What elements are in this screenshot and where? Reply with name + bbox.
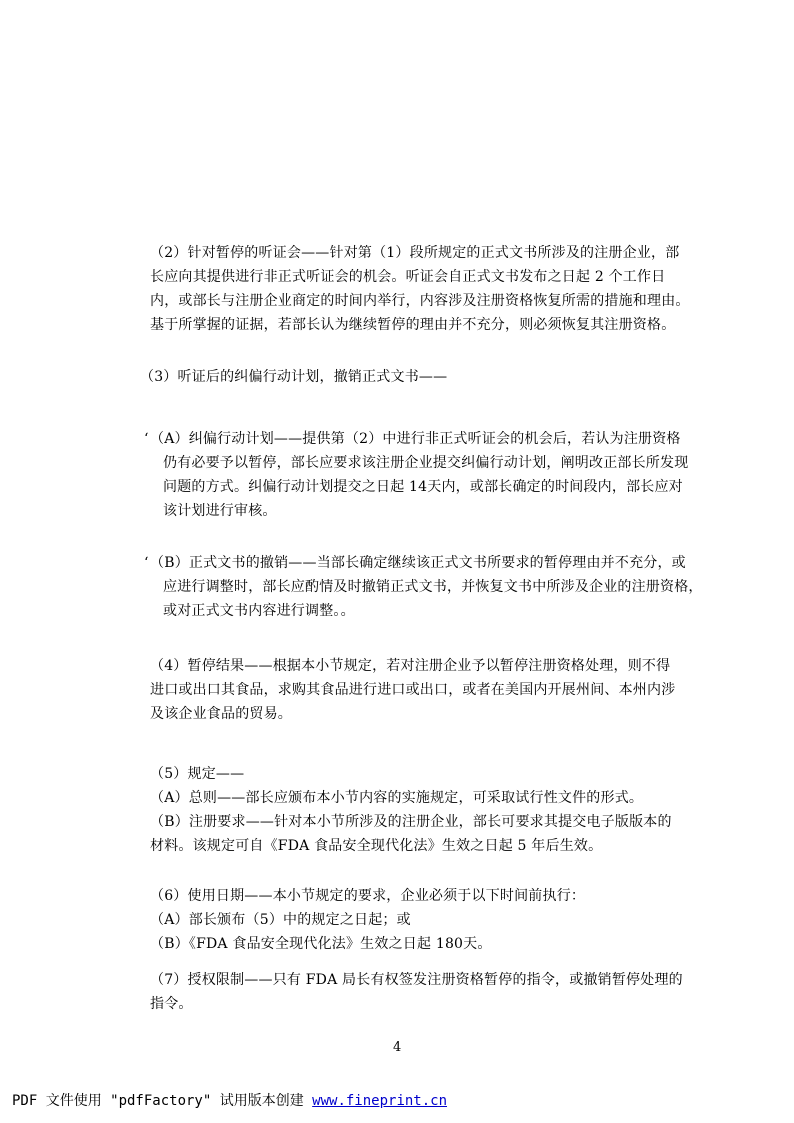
text-line: 及该企业食品的贸易。 — [150, 706, 292, 722]
text-line: （3）听证后的纠偏行动计划，撤销正式文书—— — [140, 369, 448, 385]
text-line: （B）正式文书的撤销——当部长确定继续该正式文书所要求的暂停理由并不充分，或 — [150, 555, 686, 571]
paragraph-3-corrective-action — [140, 365, 447, 389]
text-line: 基于所掌握的证据，若部长认为继续暂停的理由并不充分，则必须恢复其注册资格。 — [150, 317, 676, 333]
text-line: 应进行调整时，部长应酌情及时撤销正式文书，并恢复文书中所涉及企业的注册资格， — [163, 579, 703, 595]
text-line: （4）暂停结果——根据本小节规定，若对注册企业予以暂停注册资格处理，则不得 — [150, 658, 671, 674]
text-line: （2）针对暂停的听证会——针对第（1）段所规定的正式文书所涉及的注册企业，部 — [150, 245, 680, 261]
paragraph-2-suspension-hearing — [150, 241, 690, 337]
text-line: （7）授权限制——只有 FDA 局长有权签发注册资格暂停的指令，或撤销暂停处理的 — [150, 972, 683, 988]
bullet-mark: ‘ — [144, 431, 149, 447]
footer-text: PDF 文件使用 "pdfFactory" 试用版本创建 — [12, 1093, 313, 1109]
text-line: （A）纠偏行动计划——提供第（2）中进行非正式听证会的机会后，若认为注册资格 — [150, 431, 681, 447]
text-line: （6）使用日期——本小节规定的要求，企业必须于以下时间前执行： — [150, 888, 586, 904]
text-line: 该计划进行审核。 — [163, 503, 277, 519]
text-line: （A）部长颁布（5）中的规定之日起；或 — [150, 912, 411, 928]
pdf-footer — [12, 1090, 447, 1112]
text-line: （B）《FDA 食品安全现代化法》生效之日起 180天。 — [150, 936, 492, 952]
footer-link[interactable]: www.fineprint.cn — [312, 1093, 448, 1109]
paragraph-5-regulations — [150, 762, 672, 858]
text-line: （5）规定—— — [150, 766, 245, 782]
bullet-mark: ‘ — [144, 555, 149, 571]
text-line: 内，或部长与注册企业商定的时间内举行，内容涉及注册资格恢复所需的措施和理由。 — [150, 293, 690, 309]
text-line: 仍有必要予以暂停，部长应要求该注册企业提交纠偏行动计划，阐明改正部长所发现 — [163, 455, 689, 471]
text-line: 或对正式文书内容进行调整。。 — [163, 603, 355, 619]
paragraph-3a-corrective-plan — [150, 427, 688, 523]
paragraph-4-suspension-result — [150, 654, 675, 726]
text-line: （A）总则——部长应颁布本小节内容的实施规定，可采取试行性文件的形式。 — [150, 790, 644, 806]
paragraph-3b-revocation — [150, 551, 703, 623]
text-line: 问题的方式。纠偏行动计划提交之日起 14天内，或部长确定的时间段内，部长应对 — [163, 479, 683, 495]
paragraph-6-effective-date — [150, 884, 585, 956]
paragraph-7-authority-limit — [150, 968, 683, 1016]
text-line: 指令。 — [150, 996, 193, 1012]
page-number: 4 — [393, 1040, 402, 1055]
text-line: 长应向其提供进行非正式听证会的机会。听证会自正式文书发布之日起 2 个工作日 — [150, 269, 666, 285]
text-line: （B）注册要求——针对本小节所涉及的注册企业，部长可要求其提交电子版版本的 — [150, 814, 672, 830]
text-line: 进口或出口其食品，求购其食品进行进口或出口，或者在美国内开展州间、本州内涉 — [150, 682, 676, 698]
text-line: 材料。该规定可自《FDA 食品安全现代化法》生效之日起 5 年后生效。 — [150, 838, 603, 854]
